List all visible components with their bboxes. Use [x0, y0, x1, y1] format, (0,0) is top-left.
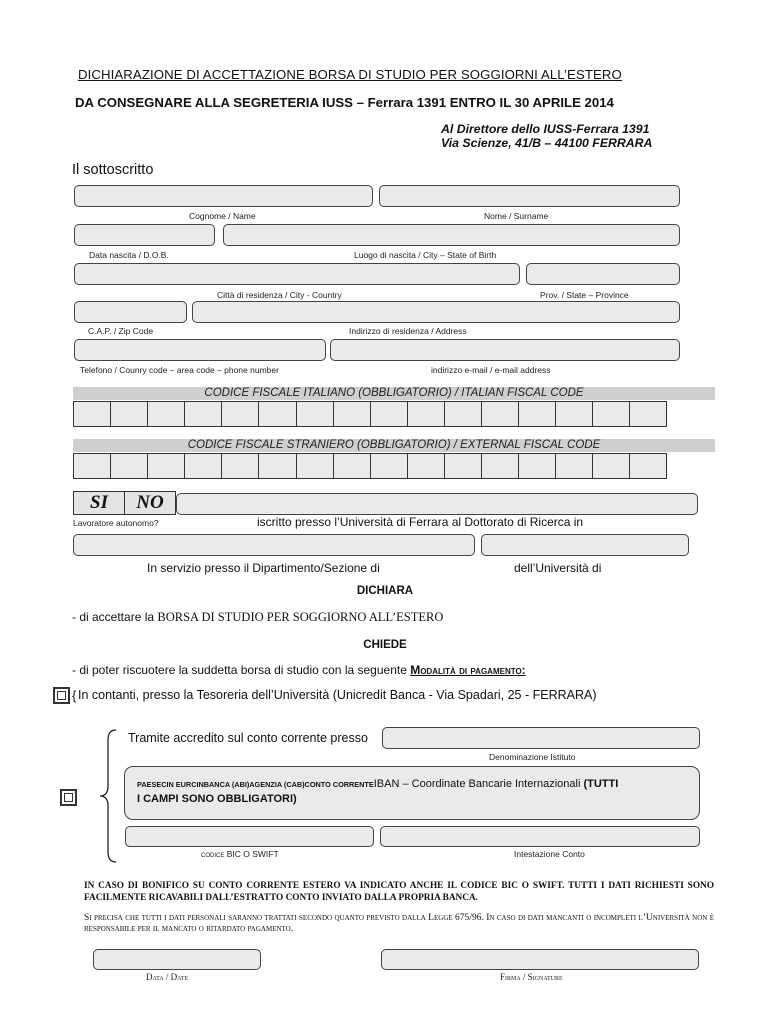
contanti-checkbox[interactable]: [53, 687, 70, 704]
iban-label: [137, 777, 692, 806]
data-label: Data / Date: [146, 972, 189, 982]
cf-italiano-cell[interactable]: [481, 401, 518, 427]
citta-field[interactable]: [74, 263, 520, 285]
cf-straniero-cell[interactable]: [518, 453, 555, 479]
email-field[interactable]: [330, 339, 680, 361]
cf-italiano-cell[interactable]: [147, 401, 184, 427]
prov-field[interactable]: [526, 263, 680, 285]
firma-label: Firma / Signature: [500, 972, 563, 982]
cf-straniero-cell[interactable]: [629, 453, 666, 479]
prov-label: Prov. / State – Province: [540, 290, 629, 300]
email-label: indirizzo e-mail / e-mail address: [431, 365, 551, 375]
luogo-nascita-label: Luogo di nascita / City – State of Birth: [354, 250, 497, 260]
dichiara-borsa: BORSA DI STUDIO PER SOGGIORNO ALL’ESTERO: [157, 610, 444, 624]
dichiara-text: [72, 610, 443, 625]
dichiara-prefix: - di accettare la: [72, 610, 158, 624]
universita-text: dell’Università di: [514, 561, 602, 575]
contanti-text: In contanti, presso la Tesoreria dell’Università (Unicredit Banca - Via Spadari, 25 - FERRARA): [78, 688, 597, 702]
bic-label: codice BIC O SWIFT: [201, 849, 279, 859]
iban-codes: PAESECIN EURCINBANCA (ABI)AGENZIA (CAB)CONTO CORRENTE: [137, 780, 374, 789]
si-option[interactable]: SI: [73, 491, 125, 515]
cap-field[interactable]: [74, 301, 187, 323]
intestazione-label: Intestazione Conto: [514, 849, 585, 859]
chiede-heading: CHIEDE: [363, 639, 407, 651]
universita-field[interactable]: [481, 534, 689, 556]
cf-straniero-cell[interactable]: [110, 453, 147, 479]
cf-italiano-heading: CODICE FISCALE ITALIANO (OBBLIGATORIO) / ITALIAN FISCAL CODE: [73, 387, 715, 400]
document-title: DICHIARAZIONE DI ACCETTAZIONE BORSA DI STUDIO PER SOGGIORNI ALL’ESTERO: [78, 67, 622, 82]
cf-italiano-cell[interactable]: [333, 401, 370, 427]
chiede-prefix: - di poter riscuotere la suddetta borsa di studio con la seguente: [72, 663, 411, 677]
cap-label: C.A.P. / Zip Code: [88, 326, 154, 336]
cf-straniero-cell[interactable]: [184, 453, 221, 479]
nome-field[interactable]: [379, 185, 680, 207]
intestazione-field[interactable]: [380, 826, 700, 847]
cf-italiano-cell[interactable]: [444, 401, 481, 427]
cf-italiano-cell[interactable]: [407, 401, 444, 427]
cf-straniero-cell[interactable]: [481, 453, 518, 479]
data-field[interactable]: [93, 949, 261, 970]
nome-label: Nome / Surname: [484, 211, 549, 221]
iscritto-text: iscritto presso l’Università di Ferrara al Dottorato di Ricerca in: [257, 515, 584, 529]
cf-straniero-cell[interactable]: [407, 453, 444, 479]
citta-label: Città di residenza / City - Country: [217, 290, 342, 300]
indirizzo-label: Indirizzo di residenza / Address: [349, 326, 467, 336]
telefono-field[interactable]: [74, 339, 326, 361]
cf-italiano-cell[interactable]: [221, 401, 258, 427]
cf-straniero-heading: CODICE FISCALE STRANIERO (OBBLIGATORIO) / EXTERNAL FISCAL CODE: [73, 439, 715, 452]
cognome-field[interactable]: [74, 185, 373, 207]
cf-straniero-cell[interactable]: [147, 453, 184, 479]
cf-straniero-cell[interactable]: [258, 453, 295, 479]
cf-straniero-cell[interactable]: [370, 453, 407, 479]
accredito-checkbox[interactable]: [60, 789, 77, 806]
cf-straniero-cell[interactable]: [555, 453, 592, 479]
cf-italiano-cell[interactable]: [73, 401, 110, 427]
intro-text: Il sottoscritto: [72, 162, 154, 178]
bic-field[interactable]: [125, 826, 374, 847]
cf-italiano-cell[interactable]: [518, 401, 555, 427]
cf-italiano-grid[interactable]: [73, 401, 667, 427]
cf-straniero-cell[interactable]: [73, 453, 110, 479]
indirizzo-field[interactable]: [192, 301, 680, 323]
cf-straniero-cell[interactable]: [592, 453, 629, 479]
dottorato-field[interactable]: [176, 493, 698, 515]
modalita-pagamento: Modalità di pagamento:: [410, 663, 526, 677]
cf-italiano-cell[interactable]: [370, 401, 407, 427]
cf-italiano-cell[interactable]: [629, 401, 666, 427]
istituto-field[interactable]: [382, 727, 700, 749]
luogo-nascita-field[interactable]: [223, 224, 680, 246]
address-line-2: Via Scienze, 41/B – 44100 FERRARA: [441, 136, 653, 150]
cf-italiano-cell[interactable]: [555, 401, 592, 427]
cf-italiano-cell[interactable]: [296, 401, 333, 427]
cf-straniero-cell[interactable]: [444, 453, 481, 479]
lavoratore-label: Lavoratore autonomo?: [73, 518, 159, 528]
dipartimento-field[interactable]: [73, 534, 475, 556]
document-subtitle: DA CONSEGNARE ALLA SEGRETERIA IUSS – Ferrara 1391 ENTRO IL 30 APRILE 2014: [75, 95, 614, 110]
no-option[interactable]: NO: [124, 491, 176, 515]
accredito-text: Tramite accredito sul conto corrente presso: [128, 731, 368, 745]
address-line-1: Al Direttore dello IUSS-Ferrara 1391: [441, 122, 650, 136]
cf-italiano-cell[interactable]: [110, 401, 147, 427]
cf-straniero-grid[interactable]: [73, 453, 667, 479]
bonifico-note: IN CASO DI BONIFICO SU CONTO CORRENTE ESTERO VA INDICATO ANCHE IL CODICE BIC O SWIFT. TUTTI I DATI RICHIESTI SONO FACILMENTE RICAVABILI DALL’ESTRATTO CONTO INVIATO DALLA PROPRIA BANCA.: [84, 881, 714, 903]
cf-italiano-cell[interactable]: [184, 401, 221, 427]
data-nascita-label: Data nascita / D.O.B.: [89, 250, 169, 260]
iban-bold-2: I CAMPI SONO OBBLIGATORI): [137, 793, 297, 805]
chiede-text: [72, 663, 526, 677]
cognome-label: Cognome / Name: [189, 211, 256, 221]
iban-bold-1: (TUTTI: [583, 778, 619, 790]
cf-straniero-cell[interactable]: [296, 453, 333, 479]
cf-straniero-cell[interactable]: [221, 453, 258, 479]
brace-large: [98, 728, 120, 864]
telefono-label: Telefono / Counry code – area code – phone number: [80, 365, 279, 375]
cf-italiano-cell[interactable]: [258, 401, 295, 427]
cf-italiano-cell[interactable]: [592, 401, 629, 427]
firma-field[interactable]: [381, 949, 699, 970]
privacy-note: Si precisa che tutti i dati personali saranno trattati secondo quanto previsto dalla Legge 675/96. In caso di dati mancanti o incompleti l’Università non è responsabile per il mancato o ritardato pagamento.: [84, 913, 714, 934]
data-nascita-field[interactable]: [74, 224, 215, 246]
cf-straniero-cell[interactable]: [333, 453, 370, 479]
iban-text: IBAN – Coordinate Bancarie Internazionali: [373, 778, 584, 790]
denominazione-label: Denominazione Istituto: [489, 752, 576, 762]
dichiara-heading: DICHIARA: [356, 585, 414, 597]
brace-small: {: [72, 688, 77, 703]
servizio-text: In servizio presso il Dipartimento/Sezione di: [147, 561, 380, 575]
